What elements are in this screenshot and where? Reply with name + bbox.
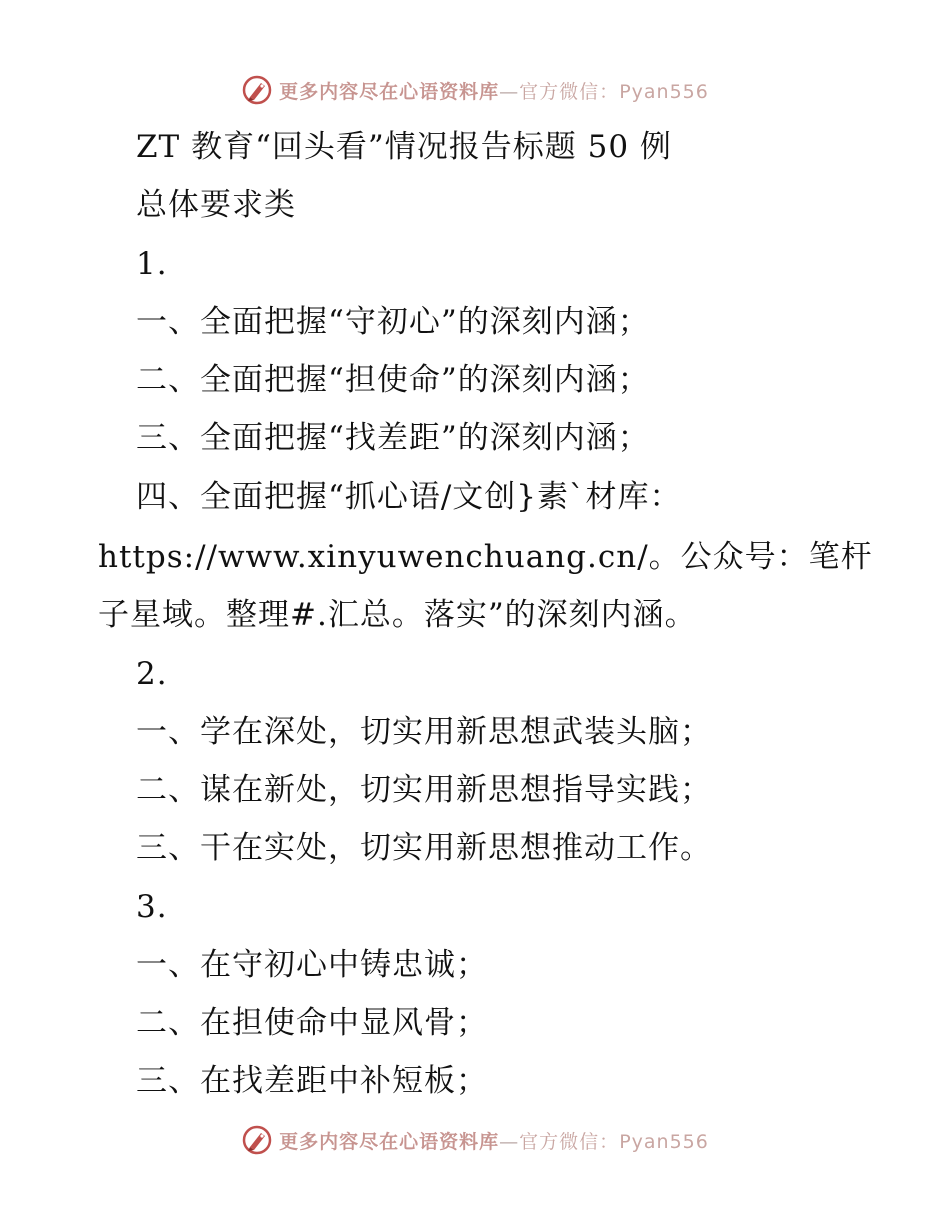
list-item: 三、全面把握“找差距”的深刻内涵； <box>136 420 650 456</box>
list-item: 二、全面把握“担使命”的深刻内涵； <box>136 362 650 398</box>
list-item: 二、谋在新处，切实用新思想指导实践； <box>136 772 712 808</box>
document-title: ZT 教育“回头看”情况报告标题 50 例 <box>136 129 672 165</box>
watermark-text <box>279 1127 709 1154</box>
watermark-dash: — <box>499 80 520 103</box>
watermark-id: Pyan556 <box>619 80 709 103</box>
list-item: 三、干在实处，切实用新思想推动工作。 <box>136 830 712 866</box>
list-item: 2. <box>136 656 168 692</box>
watermark-tail: 官方微信： <box>519 1130 620 1153</box>
watermark-text <box>279 77 709 104</box>
list-item: 一、全面把握“守初心”的深刻内涵； <box>136 304 650 340</box>
list-item: 二、在担使命中显风骨； <box>136 1005 488 1041</box>
list-item: 三、在找差距中补短板； <box>136 1063 488 1099</box>
watermark-inner <box>241 74 709 106</box>
section-heading: 总体要求类 <box>136 187 296 223</box>
watermark-banner-bottom <box>0 1120 950 1160</box>
watermark-tail: 官方微信： <box>519 80 620 103</box>
list-item: 一、在守初心中铸忠诚； <box>136 947 488 983</box>
list-item: 3. <box>136 889 168 925</box>
watermark-inner <box>241 1124 709 1156</box>
watermark-main: 更多内容尽在心语资料库 <box>279 1130 500 1153</box>
pen-logo-icon <box>241 74 273 106</box>
watermark-banner-top <box>0 70 950 110</box>
watermark-dash: — <box>499 1130 520 1153</box>
list-item: 四、全面把握“抓心语/文创}素`材库： <box>136 479 682 515</box>
watermark-main: 更多内容尽在心语资料库 <box>279 80 500 103</box>
list-item: 一、学在深处，切实用新思想武装头脑； <box>136 714 712 750</box>
list-item-continuation: 子星域。整理#.汇总。落实”的深刻内涵。 <box>98 597 697 633</box>
pen-logo-icon <box>241 1124 273 1156</box>
watermark-id: Pyan556 <box>619 1130 709 1153</box>
list-item-continuation: https://www.xinyuwenchuang.cn/。公众号：笔杆 <box>98 539 873 575</box>
list-item: 1. <box>136 246 168 282</box>
